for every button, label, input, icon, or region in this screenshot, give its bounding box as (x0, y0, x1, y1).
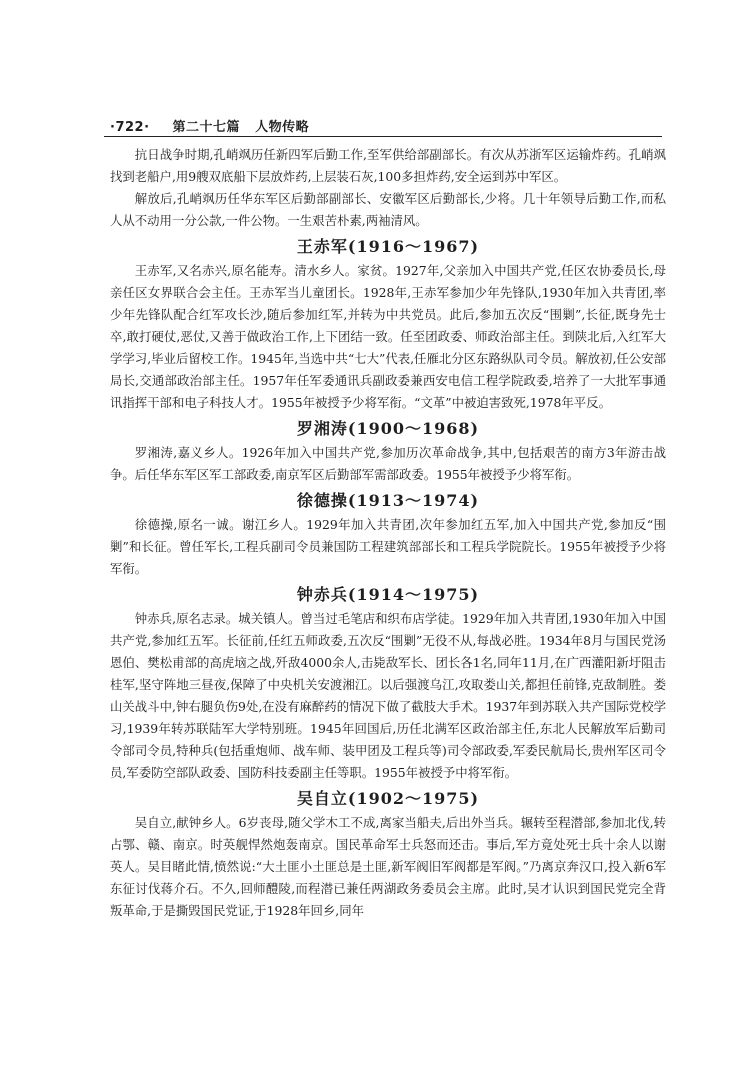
page-number: ·722· (110, 120, 150, 135)
biography-heading: 徐德操(1913～1974) (296, 491, 480, 510)
biography-text: 王赤军,又名赤兴,原名能寿。清水乡人。家贫。1927年,父亲加入中国共产党,任区农协委员长,母亲任区女界联合会主任。王赤军当儿童团长。1928年,王赤军参加少年先锋队,1930年加入共青团,率少年先锋队配合红军攻长沙,随后参加红军,并转为中共党员。此后,参加五次反“围剿”,长征,既身先士卒,敢打硬仗,恶仗,又善于做政治工作,上下团结一致。任至团政委、师政治部主任。到陕北后,入红军大学学习,毕业后留校工作。1945年,当选中共“七大”代表,任雁北分区东路纵队司令员。解放初,任公安部局长,交通部政治部主任。1957年任军委通讯兵副政委兼西安电信工程学院政委,培养了一大批军事通讯指挥干部和电子科技人才。1955年被授予少将军衔。“文革”中被迫害致死,1978年平反。 (110, 263, 666, 410)
biography-heading: 罗湘涛(1900～1968) (296, 419, 480, 438)
biography-text: 徐德操,原名一诚。谢江乡人。1929年加入共青团,次年参加红五军,加入中国共产党,参加反“围剿”和长征。曾任军长,工程兵副司令员兼国防工程建筑部部长和工程兵学院院长。1955年被授予少将军衔。 (110, 517, 666, 576)
page-body (110, 144, 666, 922)
section-title: 人物传略 (255, 120, 310, 135)
biography-text: 吴自立,献钟乡人。6岁丧母,随父学木工不成,离家当船夫,后出外当兵。辗转至程潜部,参加北伐,转占鄂、赣、南京。时英舰悍然炮轰南京。国民革命军士兵怒而还击。事后,军方竟处死士兵十余人以谢英人。吴目睹此情,愤然说:“大土匪小土匪总是土匪,新军阀旧军阀都是军阀。”乃离京奔汉口,投入新6军东征讨伐蒋介石。不久,回师醴陵,而程潜已兼任两湖政务委员会主席。此时,吴才认识到国民党完全背叛革命,于是撕毁国民党证,于1928年回乡,同年 (110, 815, 666, 918)
chapter-title: 第二十七篇 (172, 120, 241, 135)
biography-heading: 王赤军(1916～1967) (296, 237, 480, 256)
intro-paragraph: 解放后,孔峭飒历任华东军区后勤部副部长、安徽军区后勤部长,少将。几十年领导后勤工作,而私人从不动用一分公款,一件公物。一生艰苦朴素,两袖清风。 (110, 191, 666, 228)
biography-text: 钟赤兵,原名志录。城关镇人。曾当过毛笔店和织布店学徒。1929年加入共青团,1930年加入中国共产党,参加红五军。长征前,任红五师政委,五次反“围剿”无役不从,每战必胜。1934年8月与国民党汤恩伯、樊松甫部的高虎垴之战,歼敌4000余人,击毙敌军长、团长各1名,同年11月,在广西灌阳新圩阻击桂军,坚守阵地三昼夜,保障了中央机关安渡湘江。以后强渡乌江,攻取娄山关,都担任前锋,克敌制胜。娄山关战斗中,钟右腿负伤9处,在没有麻醉药的情况下做了截肢大手术。1937年到苏联入共产国际党校学习,1939年转苏联陆军大学特别班。1945年回国后,历任北满军区政治部主任,东北人民解放军后勤司令部司令员,特种兵(包括重炮师、战车师、装甲团及工程兵等)司令部政委,军委民航局长,贵州军区司令员,军委防空部队政委、国防科技委副主任等职。1955年被授予中将军衔。 (110, 611, 666, 780)
biography-heading: 吴自立(1902～1975) (296, 789, 480, 808)
biography-heading: 钟赤兵(1914～1975) (296, 585, 480, 604)
page-header (110, 116, 670, 135)
header-rule (104, 136, 662, 137)
biography-text: 罗湘涛,嘉义乡人。1926年加入中国共产党,参加历次革命战争,其中,包括艰苦的南方3年游击战争。后任华东军区军工部政委,南京军区后勤部军需部政委。1955年被授予少将军衔。 (110, 445, 666, 482)
intro-paragraph: 抗日战争时期,孔峭飒历任新四军后勤工作,至军供给部副部长。有次从苏浙军区运输炸药。孔峭飒找到老船户,用9艘双底船下层放炸药,上层装石灰,100多担炸药,安全运到苏中军区。 (110, 147, 666, 184)
